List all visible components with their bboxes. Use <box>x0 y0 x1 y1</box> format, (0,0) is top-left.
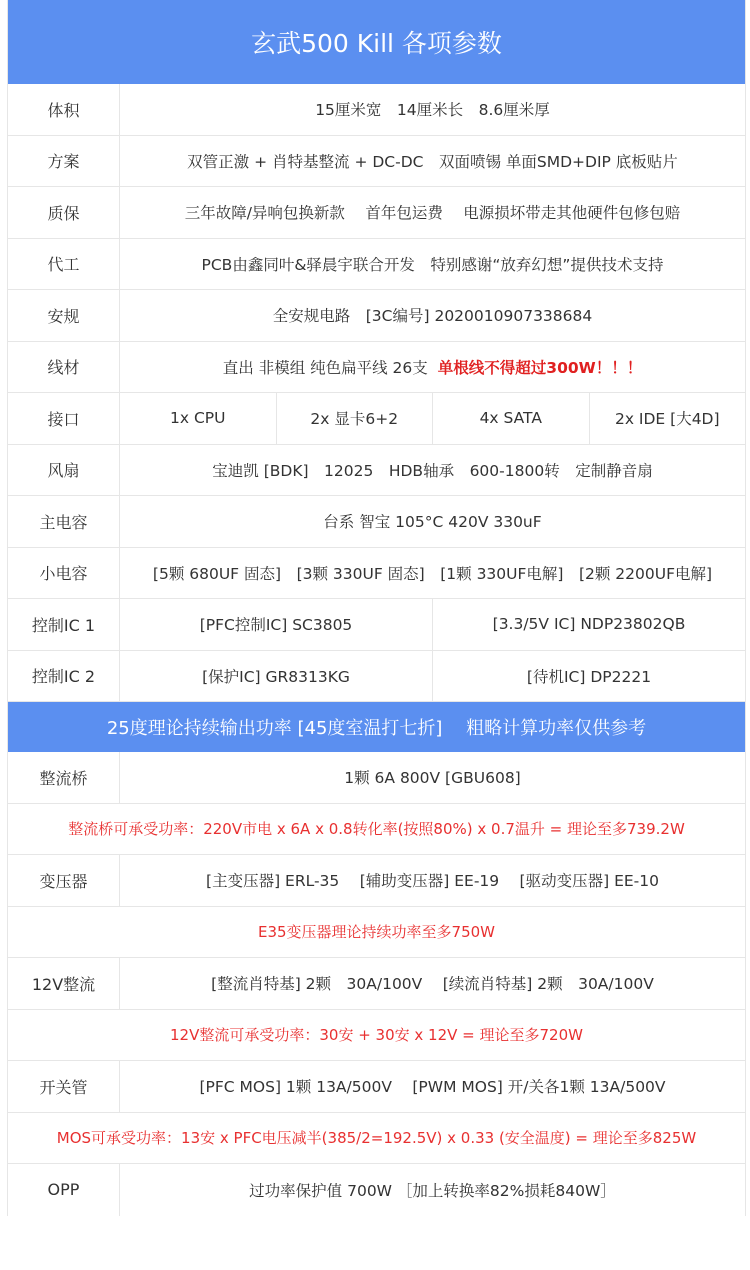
cable-description: 直出 非模组 纯色扁平线 26支 <box>222 358 428 377</box>
spec-row-oem <box>8 239 745 291</box>
row-value: PCB由鑫同叶&驿晨宇联合开发 特别感谢“放弃幻想”提供技术支持 <box>201 255 664 274</box>
row-label: 变压器 <box>8 855 120 906</box>
row-value: 全安规电路 [3C编号] 2020010907338684 <box>272 307 593 326</box>
row-value: 15厘米宽 14厘米长 8.6厘米厚 <box>315 101 550 120</box>
spec-row-bridge <box>8 752 745 804</box>
interface-cell: 1x CPU <box>120 393 277 444</box>
row-label: 方案 <box>8 136 120 187</box>
interface-cell: 4x SATA <box>433 393 590 444</box>
transformer-power-note: E35变压器理论持续功率至多750W <box>8 907 745 959</box>
row-label: 整流桥 <box>8 752 120 803</box>
spec-row-transformer <box>8 855 745 907</box>
spec-row-control-ic-1 <box>8 599 745 651</box>
spec-row-opp <box>8 1164 745 1216</box>
row-label: 12V整流 <box>8 958 120 1009</box>
spec-row-fan <box>8 445 745 497</box>
row-label: 主电容 <box>8 496 120 547</box>
row-label: 风扇 <box>8 445 120 496</box>
power-banner <box>8 702 745 752</box>
spec-row-main-capacitor <box>8 496 745 548</box>
mos-power-note: MOS可承受功率：13安 x PFC电压减半(385/2=192.5V) x 0.33 (安全温度) = 理论至多825W <box>8 1113 745 1165</box>
spec-row-small-capacitors <box>8 548 745 600</box>
ic-cells <box>120 599 745 650</box>
row-value: 双管正激 + 肖特基整流 + DC-DC 双面喷锡 单面SMD+DIP 底板贴片 <box>187 152 678 171</box>
ic-cell: [保护IC] GR8313KG <box>120 651 433 702</box>
row-value: 宝迪凯 [BDK] 12025 HDB轴承 600-1800转 定制静音扇 <box>212 461 653 480</box>
row-label: 开关管 <box>8 1061 120 1112</box>
row-label: 接口 <box>8 393 120 444</box>
spec-row-12v-rectifier <box>8 958 745 1010</box>
spec-row-scheme <box>8 136 745 188</box>
row-label: 控制IC 1 <box>8 599 120 650</box>
ic-cell: [3.3/5V IC] NDP23802QB <box>492 615 686 634</box>
row-value: 三年故障/异响包换新款 首年包运费 电源损坏带走其他硬件包修包赔 <box>184 204 681 223</box>
interface-cell: 2x 显卡6+2 <box>277 393 434 444</box>
title-banner <box>8 0 745 84</box>
row-value <box>120 342 745 393</box>
row-value: [PFC MOS] 1颗 13A/500V [PWM MOS] 开/关各1颗 13A/500V <box>199 1078 666 1097</box>
row-label: 控制IC 2 <box>8 651 120 702</box>
spec-row-interface <box>8 393 745 445</box>
spec-row-control-ic-2 <box>8 651 745 703</box>
interface-cell: 2x IDE [大4D] <box>614 410 720 429</box>
row-value: [整流肖特基] 2颗 30A/100V [续流肖特基] 2颗 30A/100V <box>211 975 654 994</box>
row-value: 过功率保护值 700W ［加上转换率82%损耗840W］ <box>249 1181 616 1200</box>
interface-cells <box>120 393 745 444</box>
row-label: 质保 <box>8 187 120 238</box>
power-banner-text: 25度理论持续输出功率 [45度室温打七折] 粗略计算功率仅供参考 <box>106 718 647 739</box>
page-title: 玄武500 Kill 各项参数 <box>251 29 502 58</box>
row-label: 安规 <box>8 290 120 341</box>
row-value: 台系 智宝 105°C 420V 330uF <box>323 513 542 532</box>
row-value: [5颗 680UF 固态] [3颗 330UF 固态] [1颗 330UF电解] [2颗 2200UF电解] <box>152 564 713 583</box>
row-label: 代工 <box>8 239 120 290</box>
row-label: OPP <box>8 1164 120 1216</box>
spec-row-cables <box>8 342 745 394</box>
rectifier-power-note: 12V整流可承受功率：30安 + 30安 x 12V = 理论至多720W <box>8 1010 745 1062</box>
row-label: 线材 <box>8 342 120 393</box>
spec-row-warranty <box>8 187 745 239</box>
bridge-power-note: 整流桥可承受功率：220V市电 x 6A x 0.8转化率(按照80%) x 0.7温升 = 理论至多739.2W <box>8 804 745 856</box>
ic-cell: [PFC控制IC] SC3805 <box>120 599 433 650</box>
ic-cells <box>120 651 745 702</box>
spec-row-safety <box>8 290 745 342</box>
spec-row-volume <box>8 84 745 136</box>
row-label: 体积 <box>8 84 120 135</box>
spec-sheet <box>7 0 746 1216</box>
ic-cell: [待机IC] DP2221 <box>526 667 652 686</box>
row-value: 1颗 6A 800V [GBU608] <box>344 769 521 788</box>
spec-row-switch <box>8 1061 745 1113</box>
cable-warning: 单根线不得超过300W！！！ <box>437 358 643 377</box>
row-value: [主变压器] ERL-35 [辅助变压器] EE-19 [驱动变压器] EE-10 <box>206 872 659 891</box>
row-label: 小电容 <box>8 548 120 599</box>
